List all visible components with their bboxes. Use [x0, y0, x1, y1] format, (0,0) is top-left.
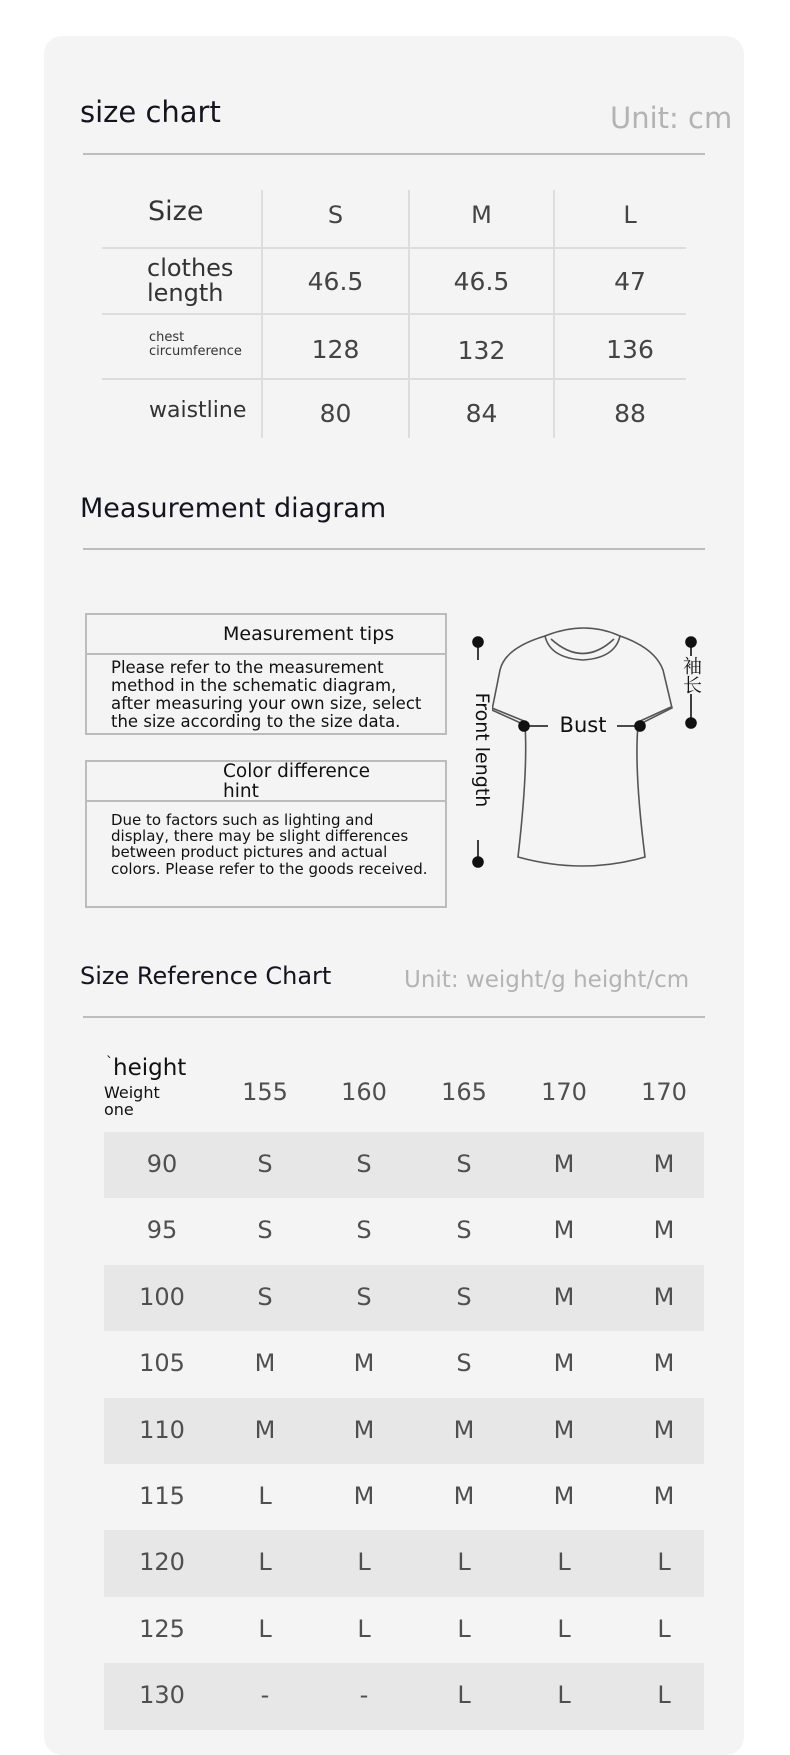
weight-cell: 95: [146, 1216, 178, 1245]
weight-cell: 130: [139, 1681, 185, 1710]
table-cell: 132: [457, 336, 506, 365]
size-cell: M: [453, 1415, 475, 1444]
bust-right-dot: [635, 721, 645, 731]
size-cell: S: [456, 1216, 472, 1245]
front-length-top-dot: [473, 637, 483, 647]
color-difference-text: Due to factors such as lighting and display, there may be slight differences between product pictures and actual colors. Please refer to the goods received.: [111, 811, 428, 878]
table-cell: 84: [465, 399, 498, 428]
row-label-chest-circumference: chest circumference: [149, 330, 242, 359]
weight-cell: 90: [146, 1150, 178, 1178]
weight-cell: 110: [139, 1415, 185, 1444]
height-header: 155: [242, 1078, 288, 1106]
front-length-bottom-dot: [473, 857, 483, 867]
measurement-tips-text: Please refer to the measurement method in the schematic diagram, after measuring your own size, select the size according to the size data.: [111, 658, 422, 731]
size-cell: L: [657, 1548, 671, 1577]
color-difference-box: [85, 760, 447, 908]
size-cell: L: [657, 1614, 671, 1643]
size-cell: S: [257, 1216, 273, 1245]
table-cell: 136: [606, 335, 654, 364]
height-header: 170: [641, 1078, 687, 1106]
size-cell: M: [453, 1482, 475, 1510]
size-cell: M: [653, 1216, 675, 1245]
size-cell: M: [353, 1482, 375, 1510]
corner-header-weight: Weight one: [104, 1083, 160, 1119]
table-row-divider: [102, 378, 686, 380]
weight-cell: 115: [139, 1482, 185, 1510]
size-cell: L: [657, 1681, 671, 1710]
corner-height-label: height: [113, 1055, 187, 1081]
bust-label: Bust: [559, 713, 607, 737]
size-cell: M: [553, 1415, 575, 1444]
size-cell: S: [356, 1150, 372, 1178]
height-header: 160: [341, 1078, 387, 1106]
sleeve-top-dot: [686, 637, 696, 647]
size-cell: M: [653, 1482, 675, 1510]
sleeve-label: 袖长: [680, 656, 702, 694]
size-cell: -: [359, 1681, 369, 1710]
size-cell: M: [353, 1349, 375, 1378]
size-cell: M: [653, 1282, 675, 1311]
table-cell: 88: [614, 399, 646, 428]
size-cell: S: [257, 1150, 273, 1178]
size-header-m: M: [471, 201, 492, 229]
size-cell: L: [357, 1548, 371, 1577]
reference-divider: [83, 1016, 705, 1018]
size-header-s: S: [327, 201, 344, 229]
measurement-title: Measurement diagram: [80, 493, 387, 524]
weight-cell: 120: [139, 1548, 185, 1577]
measurement-tips-title: Measurement tips: [87, 615, 445, 655]
table-row-divider: [102, 247, 686, 249]
measurement-divider: [83, 548, 705, 550]
left-sleeve-hem: [492, 708, 524, 721]
size-cell: M: [254, 1349, 276, 1378]
size-cell: M: [653, 1415, 675, 1444]
corner-header-height: [106, 1055, 186, 1081]
size-cell: M: [553, 1482, 575, 1510]
color-difference-title: [87, 762, 445, 802]
size-cell: M: [553, 1282, 575, 1311]
height-header: 165: [441, 1078, 487, 1106]
table-cell: 46.5: [453, 267, 510, 296]
size-cell: M: [553, 1216, 575, 1245]
collar-inner: [551, 639, 614, 654]
size-cell: L: [557, 1681, 571, 1710]
corner-tick: `: [106, 1055, 113, 1071]
size-cell: L: [457, 1548, 471, 1577]
color-difference-title-text: Color difference hint: [223, 761, 371, 802]
size-cell: S: [356, 1282, 372, 1311]
size-chart-unit: Unit: cm: [610, 101, 733, 135]
reference-unit: Unit: weight/g height/cm: [404, 967, 690, 993]
table-row-divider: [102, 313, 686, 315]
size-cell: L: [557, 1548, 571, 1577]
weight-cell: 125: [139, 1614, 185, 1643]
sleeve-bottom-dot: [686, 718, 696, 728]
bust-left-dot: [519, 721, 529, 731]
front-length-label: Front length: [472, 660, 492, 840]
size-cell: M: [553, 1150, 575, 1178]
size-cell: L: [557, 1614, 571, 1643]
size-cell: S: [456, 1150, 472, 1178]
size-cell: L: [258, 1548, 272, 1577]
size-cell: L: [457, 1614, 471, 1643]
weight-cell: 100: [139, 1282, 185, 1311]
shirt-body-outline: [492, 636, 672, 866]
table-cell: 128: [311, 335, 360, 364]
row-label-clothes-length: clothes length: [147, 254, 234, 307]
size-cell: -: [260, 1681, 270, 1710]
size-chart-title: size chart: [80, 95, 221, 129]
right-sleeve-hem: [638, 707, 671, 722]
size-cell: M: [653, 1349, 675, 1378]
size-cell: M: [254, 1415, 276, 1444]
table-cell: 47: [614, 267, 646, 296]
weight-cell: 105: [139, 1349, 185, 1378]
size-cell: M: [353, 1415, 375, 1444]
reference-title: Size Reference Chart: [80, 962, 332, 990]
table-cell: 80: [319, 399, 352, 428]
size-cell: S: [456, 1282, 472, 1311]
size-cell: S: [257, 1282, 273, 1311]
size-cell: S: [356, 1216, 372, 1245]
size-cell: L: [258, 1482, 272, 1510]
size-cell: M: [653, 1150, 675, 1178]
size-cell: M: [553, 1349, 575, 1378]
row-label-waistline: waistline: [149, 398, 247, 423]
size-chart-divider: [83, 153, 705, 155]
height-header: 170: [541, 1078, 587, 1106]
size-cell: S: [456, 1349, 472, 1378]
size-header: Size: [148, 196, 204, 227]
size-header-l: L: [623, 201, 637, 229]
table-cell: 46.5: [307, 267, 364, 296]
size-cell: L: [258, 1614, 272, 1643]
size-cell: L: [457, 1681, 471, 1710]
size-cell: L: [357, 1614, 371, 1643]
measurement-tips-box: [85, 613, 447, 735]
tshirt-measurement-diagram: [465, 625, 715, 880]
